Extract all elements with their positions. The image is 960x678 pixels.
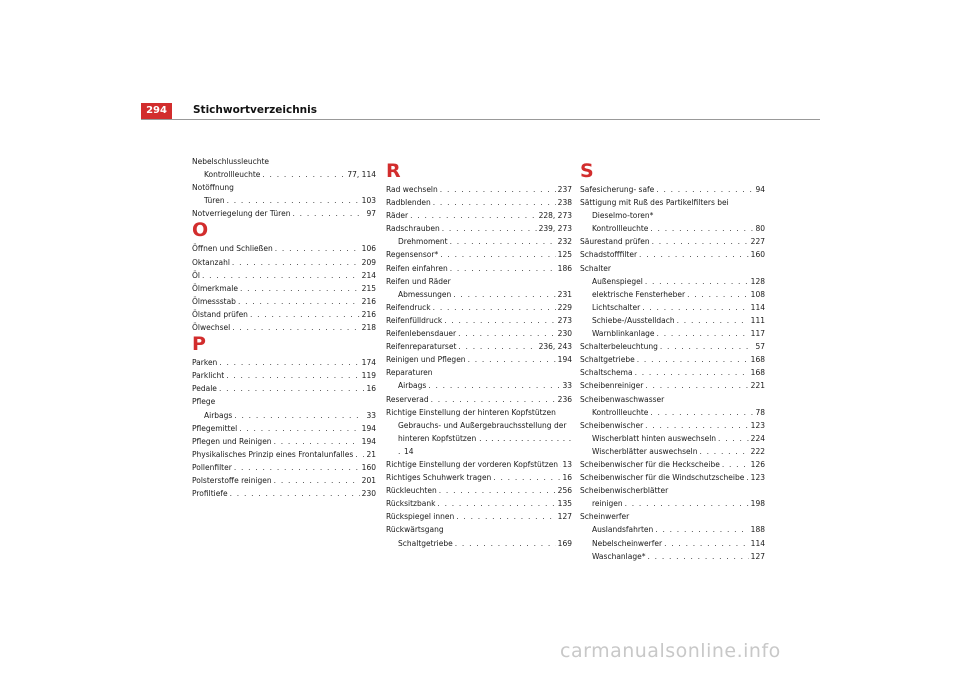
page-reference[interactable]: 80 bbox=[755, 224, 765, 234]
dot-leader bbox=[440, 248, 555, 261]
dot-leader bbox=[746, 471, 748, 484]
page-reference[interactable]: 168 bbox=[750, 355, 765, 365]
page-reference[interactable]: 229 bbox=[557, 302, 572, 312]
index-entry[interactable] bbox=[192, 269, 376, 282]
entry-text: Warnblinkanlage bbox=[592, 329, 655, 339]
entry-text: Parklicht bbox=[192, 371, 225, 381]
index-subentry[interactable] bbox=[580, 497, 765, 510]
page-reference[interactable]: 114 bbox=[750, 538, 765, 548]
index-entry[interactable] bbox=[580, 419, 765, 432]
page-header bbox=[0, 0, 960, 130]
page-reference[interactable]: 222 bbox=[750, 446, 765, 456]
index-entry[interactable] bbox=[386, 393, 572, 406]
index-entry[interactable] bbox=[580, 484, 765, 497]
entry-text: Kontrollleuchte bbox=[592, 407, 649, 417]
page-reference[interactable]: 218 bbox=[361, 323, 376, 333]
section-letter: O bbox=[192, 219, 209, 242]
index-entry[interactable] bbox=[192, 474, 376, 487]
index-entry[interactable] bbox=[192, 308, 376, 321]
index-entry[interactable] bbox=[580, 510, 765, 523]
entry-text: Regensensor* bbox=[386, 250, 439, 260]
page-reference[interactable]: 126 bbox=[750, 459, 765, 469]
dot-leader bbox=[657, 327, 749, 340]
page-reference[interactable]: 14 bbox=[403, 446, 414, 456]
page-reference[interactable]: 198 bbox=[750, 499, 765, 509]
dot-leader bbox=[410, 209, 536, 222]
dot-leader bbox=[456, 510, 555, 523]
index-entry[interactable] bbox=[192, 207, 376, 220]
entry-text: Wischerblatt hinten auswechseln bbox=[592, 433, 717, 443]
entry-text: Reifenfülldruck bbox=[386, 315, 443, 325]
index-subentry[interactable] bbox=[192, 168, 376, 181]
index-entry[interactable] bbox=[386, 510, 572, 523]
entry-text: Ölmessstab bbox=[192, 296, 236, 306]
page-reference[interactable]: 216 bbox=[361, 296, 376, 306]
index-entry[interactable] bbox=[580, 471, 765, 484]
section-letter: S bbox=[580, 160, 594, 182]
dot-leader bbox=[645, 379, 748, 392]
entry-text: Räder bbox=[386, 211, 409, 221]
dot-leader bbox=[219, 382, 365, 395]
dot-leader bbox=[440, 183, 556, 196]
dot-leader bbox=[458, 327, 556, 340]
entry-text: Nebelscheinwerfer bbox=[592, 538, 663, 548]
entry-text: reinigen bbox=[592, 499, 623, 509]
page-reference[interactable]: 119 bbox=[361, 371, 376, 381]
index-entry[interactable] bbox=[192, 356, 376, 369]
dot-leader bbox=[428, 379, 560, 392]
page-reference[interactable]: 194 bbox=[361, 436, 376, 446]
header-divider bbox=[141, 119, 820, 120]
dot-leader bbox=[227, 194, 360, 207]
entry-text: Pflegen und Reinigen bbox=[192, 436, 272, 446]
dot-leader bbox=[219, 356, 359, 369]
dot-leader bbox=[645, 419, 749, 432]
entry-text: Safesicherung- safe bbox=[580, 185, 655, 194]
entry-text: Schadstofffilter bbox=[580, 250, 638, 260]
page-reference[interactable]: 117 bbox=[750, 329, 765, 339]
index-subentry[interactable] bbox=[580, 445, 765, 458]
dot-leader bbox=[660, 340, 754, 353]
entry-text: Richtiges Schuhwerk tragen bbox=[386, 473, 492, 483]
entry-text: Abmessungen bbox=[398, 289, 452, 299]
dot-leader bbox=[455, 537, 556, 550]
page-reference[interactable]: 33 bbox=[366, 410, 376, 420]
entry-text: Notverriegelung der Türen bbox=[192, 209, 291, 219]
index-entry[interactable] bbox=[386, 497, 572, 510]
index-entry[interactable] bbox=[192, 321, 376, 334]
index-entry[interactable] bbox=[386, 301, 572, 314]
entry-text: Sättigung mit Ruß des Partikelfilters bei Dieselmo-toren* bbox=[580, 198, 729, 221]
index-subentry[interactable] bbox=[192, 409, 376, 422]
dot-leader bbox=[722, 458, 749, 471]
entry-text: Polsterstoffe reinigen bbox=[192, 475, 272, 485]
entry-text: Drehmoment bbox=[398, 237, 448, 247]
entry-text: Rückleuchten bbox=[386, 486, 437, 496]
entry-text: Oktanzahl bbox=[192, 257, 230, 267]
index-subentry[interactable] bbox=[580, 222, 765, 235]
page-reference[interactable]: 106 bbox=[361, 244, 376, 254]
index-entry[interactable] bbox=[192, 395, 376, 408]
index-subentry[interactable] bbox=[386, 537, 572, 550]
dot-leader bbox=[645, 275, 749, 288]
page-reference[interactable]: 231 bbox=[557, 289, 572, 299]
dot-leader bbox=[275, 242, 360, 255]
entry-text: Schaltgetriebe bbox=[580, 355, 635, 365]
index-entry[interactable] bbox=[580, 235, 765, 248]
entry-text: Außenspiegel bbox=[592, 276, 643, 286]
page-reference[interactable]: 108 bbox=[750, 289, 765, 299]
page-reference[interactable]: 236, 243 bbox=[538, 342, 572, 352]
entry-text: Säurestand prüfen bbox=[580, 237, 650, 247]
dot-leader bbox=[232, 256, 360, 269]
page-reference[interactable]: 78 bbox=[755, 407, 765, 417]
index-entry[interactable] bbox=[386, 484, 572, 497]
dot-leader bbox=[239, 422, 359, 435]
dot-leader bbox=[625, 497, 749, 510]
dot-leader bbox=[687, 288, 749, 301]
dot-leader bbox=[699, 445, 748, 458]
page-reference[interactable]: 127 bbox=[750, 551, 765, 561]
index-subentry[interactable] bbox=[580, 432, 765, 445]
dot-leader bbox=[262, 168, 345, 181]
dot-leader bbox=[664, 537, 749, 550]
dot-leader bbox=[444, 314, 555, 327]
index-subentry[interactable] bbox=[580, 288, 765, 301]
index-entry[interactable] bbox=[192, 448, 376, 461]
index-subentry[interactable] bbox=[580, 301, 765, 314]
dot-leader bbox=[650, 406, 753, 419]
index-subentry[interactable] bbox=[580, 314, 765, 327]
entry-text: Scheibenwischer bbox=[580, 420, 644, 430]
index-entry[interactable] bbox=[192, 487, 376, 500]
index-entry[interactable] bbox=[192, 435, 376, 448]
index-subentry[interactable] bbox=[386, 379, 572, 392]
dot-leader bbox=[642, 301, 748, 314]
entry-text: Ölwechsel bbox=[192, 323, 231, 333]
index-entry[interactable] bbox=[386, 183, 572, 196]
dot-leader bbox=[433, 196, 556, 209]
dot-leader bbox=[450, 235, 556, 248]
entry-text: Reifenreparaturset bbox=[386, 342, 457, 352]
entry-text: Waschanlage* bbox=[592, 551, 646, 561]
entry-text: Scheibenwischer für die Windschutzscheibe bbox=[580, 473, 745, 483]
page-reference[interactable]: 111 bbox=[750, 315, 765, 325]
dot-leader bbox=[655, 523, 748, 536]
index-entry[interactable] bbox=[580, 183, 765, 196]
index-entry[interactable] bbox=[580, 379, 765, 392]
entry-text: Physikalisches Prinzip eines Frontalunfalles bbox=[192, 449, 354, 459]
entry-text: Scheibenwaschwasser bbox=[580, 394, 665, 404]
entry-text: Airbags bbox=[204, 410, 233, 420]
index-entry[interactable] bbox=[192, 295, 376, 308]
dot-leader bbox=[202, 269, 360, 282]
page-reference[interactable]: 16 bbox=[366, 384, 376, 394]
entry-text: Türen bbox=[204, 196, 225, 206]
index-entry[interactable] bbox=[580, 353, 765, 366]
watermark: carmanualsonline.info bbox=[560, 640, 781, 662]
index-entry[interactable] bbox=[386, 353, 572, 366]
dot-leader bbox=[274, 435, 360, 448]
entry-text: Pollenfilter bbox=[192, 462, 232, 472]
entry-text: Nebelschlussleuchte bbox=[192, 157, 270, 166]
entry-text: Radschrauben bbox=[386, 224, 440, 234]
index-entry[interactable] bbox=[192, 282, 376, 295]
page-reference[interactable]: 114 bbox=[750, 302, 765, 312]
entry-text: Rücksitzbank bbox=[386, 499, 436, 509]
page-reference[interactable]: 21 bbox=[366, 449, 376, 459]
index-entry[interactable] bbox=[386, 406, 572, 419]
index-entry[interactable] bbox=[386, 327, 572, 340]
entry-text: Rückwärtsgang bbox=[386, 525, 444, 535]
entry-text: Reifen und Räder bbox=[386, 276, 451, 286]
entry-text: Scheibenwischerblätter bbox=[580, 486, 669, 496]
entry-text: Parken bbox=[192, 358, 218, 368]
index-entry[interactable] bbox=[386, 366, 572, 379]
index-column-3 bbox=[580, 155, 765, 563]
entry-text: Auslandsfahrten bbox=[592, 525, 654, 535]
entry-text: Ölmerkmale bbox=[192, 283, 238, 293]
index-entry[interactable] bbox=[580, 393, 765, 406]
page-reference[interactable]: 238 bbox=[557, 198, 572, 208]
page-reference[interactable]: 201 bbox=[361, 475, 376, 485]
entry-text: Scheibenwischer für die Heckscheibe bbox=[580, 459, 720, 469]
entry-text: Schalterbeleuchtung bbox=[580, 342, 658, 352]
dot-leader bbox=[226, 369, 359, 382]
entry-text: Richtige Einstellung der vorderen Kopfstützen bbox=[386, 459, 559, 469]
index-subentry[interactable] bbox=[580, 537, 765, 550]
dot-leader bbox=[234, 409, 364, 422]
page-reference[interactable]: 237 bbox=[557, 185, 572, 194]
index-subentry[interactable] bbox=[386, 288, 572, 301]
page-reference[interactable]: 215 bbox=[361, 283, 376, 293]
index-entry[interactable] bbox=[580, 196, 765, 222]
index-entry[interactable] bbox=[192, 461, 376, 474]
index-entry[interactable] bbox=[580, 366, 765, 379]
entry-text: Schalter bbox=[580, 263, 611, 273]
page-reference[interactable]: 214 bbox=[361, 270, 376, 280]
index-entry[interactable] bbox=[386, 314, 572, 327]
entry-text: Reifendruck bbox=[386, 302, 431, 312]
index-entry[interactable] bbox=[580, 340, 765, 353]
page-reference[interactable]: 123 bbox=[750, 420, 765, 430]
page-reference[interactable]: 13 bbox=[562, 459, 572, 469]
dot-leader bbox=[433, 301, 556, 314]
index-entry[interactable] bbox=[386, 458, 572, 471]
dot-leader bbox=[650, 222, 753, 235]
dot-leader bbox=[647, 550, 748, 563]
dot-leader bbox=[431, 393, 556, 406]
index-entry[interactable] bbox=[386, 275, 572, 288]
dot-leader bbox=[250, 308, 360, 321]
dot-leader bbox=[656, 183, 753, 196]
index-entry[interactable] bbox=[192, 242, 376, 255]
page-reference[interactable]: 256 bbox=[557, 486, 572, 496]
entry-text: Scheinwerfer bbox=[580, 512, 630, 522]
dot-leader bbox=[292, 207, 364, 220]
dot-leader bbox=[450, 262, 556, 275]
index-subentry[interactable] bbox=[580, 406, 765, 419]
page-reference[interactable]: 230 bbox=[557, 329, 572, 339]
entry-text: Rückspiegel innen bbox=[386, 512, 455, 522]
dot-leader bbox=[639, 248, 749, 261]
page-reference[interactable]: 221 bbox=[750, 381, 765, 391]
dot-leader bbox=[234, 461, 360, 474]
dot-leader: . . . . . . . . . . . . . . . . . bbox=[398, 433, 572, 456]
entry-text: Öffnen und Schließen bbox=[192, 244, 273, 254]
index-entry[interactable] bbox=[192, 181, 376, 194]
page-reference[interactable]: 94 bbox=[755, 185, 765, 194]
page-reference[interactable]: 135 bbox=[557, 499, 572, 509]
page-reference[interactable]: 194 bbox=[361, 423, 376, 433]
index-entry[interactable] bbox=[386, 471, 572, 484]
entry-text: Gebrauchs- und Außergebrauchsstellung der hinteren Kopfstützen bbox=[398, 420, 567, 443]
section-letter: P bbox=[192, 333, 206, 356]
page-reference[interactable]: 228, 273 bbox=[538, 211, 572, 221]
entry-text: Pflege bbox=[192, 397, 216, 407]
index-entry[interactable] bbox=[386, 248, 572, 261]
index-column-2 bbox=[386, 155, 572, 550]
page-reference[interactable]: 97 bbox=[366, 209, 376, 219]
entry-text: Schaltschema bbox=[580, 368, 633, 378]
dot-leader bbox=[493, 471, 560, 484]
page-reference[interactable]: 103 bbox=[361, 196, 376, 206]
index-subentry[interactable] bbox=[580, 275, 765, 288]
index-entry[interactable] bbox=[192, 369, 376, 382]
index-entry[interactable] bbox=[386, 523, 572, 536]
dot-leader bbox=[238, 295, 360, 308]
entry-text: Ölstand prüfen bbox=[192, 309, 248, 319]
page-reference[interactable]: 160 bbox=[750, 250, 765, 260]
page-reference[interactable]: 174 bbox=[361, 358, 376, 368]
entry-text: Reserverad bbox=[386, 394, 429, 404]
dot-leader bbox=[230, 487, 360, 500]
entry-text: Schiebe-/Ausstelldach bbox=[592, 315, 675, 325]
entry-text: Schaltgetriebe bbox=[398, 538, 453, 548]
page-number: 294 bbox=[141, 103, 172, 119]
index-subentry[interactable] bbox=[580, 550, 765, 563]
page-reference[interactable]: 216 bbox=[361, 309, 376, 319]
page-reference[interactable]: 186 bbox=[557, 263, 572, 273]
index-entry[interactable] bbox=[386, 209, 572, 222]
page-reference[interactable]: 227 bbox=[750, 237, 765, 247]
dot-leader bbox=[274, 474, 360, 487]
page-reference[interactable]: 209 bbox=[361, 257, 376, 267]
page-reference[interactable]: 168 bbox=[750, 368, 765, 378]
page-reference[interactable]: 232 bbox=[557, 237, 572, 247]
dot-leader bbox=[439, 484, 556, 497]
page-reference[interactable]: 128 bbox=[750, 276, 765, 286]
index-entry[interactable] bbox=[386, 262, 572, 275]
dot-leader bbox=[718, 432, 749, 445]
page-reference[interactable]: 127 bbox=[557, 512, 572, 522]
index-entry[interactable] bbox=[580, 262, 765, 275]
index-column-1 bbox=[192, 155, 376, 500]
entry-text: Airbags bbox=[398, 381, 427, 391]
page-reference[interactable]: 236 bbox=[557, 394, 572, 404]
page-reference[interactable]: 169 bbox=[557, 538, 572, 548]
index-subentry[interactable] bbox=[386, 419, 572, 458]
entry-text: Reifenlebensdauer bbox=[386, 329, 457, 339]
index-entry[interactable] bbox=[192, 256, 376, 269]
page-reference[interactable]: 57 bbox=[755, 342, 765, 352]
dot-leader bbox=[437, 497, 555, 510]
page-reference[interactable]: 239, 273 bbox=[538, 224, 572, 234]
index-entry[interactable] bbox=[192, 422, 376, 435]
index-subentry[interactable] bbox=[192, 194, 376, 207]
page-reference[interactable]: 188 bbox=[750, 525, 765, 535]
entry-text: Radblenden bbox=[386, 198, 431, 208]
index-entry[interactable] bbox=[580, 458, 765, 471]
dot-leader bbox=[677, 314, 749, 327]
index-entry[interactable] bbox=[192, 382, 376, 395]
index-subentry[interactable] bbox=[580, 327, 765, 340]
entry-text: Profiltiefe bbox=[192, 489, 228, 499]
entry-text: Rad wechseln bbox=[386, 185, 438, 194]
page-reference[interactable]: 194 bbox=[557, 355, 572, 365]
entry-text: Scheibenreiniger bbox=[580, 381, 644, 391]
entry-text: Pflegemittel bbox=[192, 423, 238, 433]
dot-leader bbox=[355, 448, 364, 461]
dot-leader bbox=[637, 353, 749, 366]
dot-leader bbox=[652, 235, 749, 248]
page-reference[interactable]: 125 bbox=[557, 250, 572, 260]
entry-text: Reparaturen bbox=[386, 368, 433, 378]
index-entry[interactable] bbox=[580, 248, 765, 261]
dot-leader bbox=[232, 321, 359, 334]
entry-text: Notöffnung bbox=[192, 183, 234, 193]
entry-text: Pedale bbox=[192, 384, 217, 394]
index-entry[interactable] bbox=[192, 155, 376, 168]
page-reference[interactable]: 77, 114 bbox=[347, 170, 376, 180]
dot-leader bbox=[635, 366, 749, 379]
entry-text: Reinigen und Pflegen bbox=[386, 355, 466, 365]
page-reference[interactable]: 224 bbox=[750, 433, 765, 443]
index-entry[interactable] bbox=[386, 196, 572, 209]
entry-text: Kontrollleuchte bbox=[204, 170, 261, 180]
page-reference[interactable]: 123 bbox=[750, 473, 765, 483]
index-entry[interactable] bbox=[386, 222, 572, 235]
dot-leader bbox=[458, 340, 536, 353]
index-subentry[interactable] bbox=[580, 523, 765, 536]
index-subentry[interactable] bbox=[386, 235, 572, 248]
entry-text: Lichtschalter bbox=[592, 302, 641, 312]
entry-text: elektrische Fensterheber bbox=[592, 289, 686, 299]
entry-text: Öl bbox=[192, 270, 200, 280]
page-reference[interactable]: 230 bbox=[361, 489, 376, 499]
dot-leader bbox=[468, 353, 556, 366]
dot-leader bbox=[453, 288, 555, 301]
index-entry[interactable] bbox=[386, 340, 572, 353]
page-reference[interactable]: 16 bbox=[562, 473, 572, 483]
entry-text: Wischerblätter auswechseln bbox=[592, 446, 698, 456]
entry-text: Reifen einfahren bbox=[386, 263, 448, 273]
entry-text: Richtige Einstellung der hinteren Kopfstützen bbox=[386, 407, 556, 417]
dot-leader bbox=[442, 222, 537, 235]
page-reference[interactable]: 160 bbox=[361, 462, 376, 472]
entry-text: Kontrollleuchte bbox=[592, 224, 649, 234]
page-reference[interactable]: 273 bbox=[557, 315, 572, 325]
page-title: Stichwortverzeichnis bbox=[193, 104, 317, 116]
dot-leader bbox=[240, 282, 360, 295]
section-letter: R bbox=[386, 160, 401, 182]
page-reference[interactable]: 33 bbox=[562, 381, 572, 391]
